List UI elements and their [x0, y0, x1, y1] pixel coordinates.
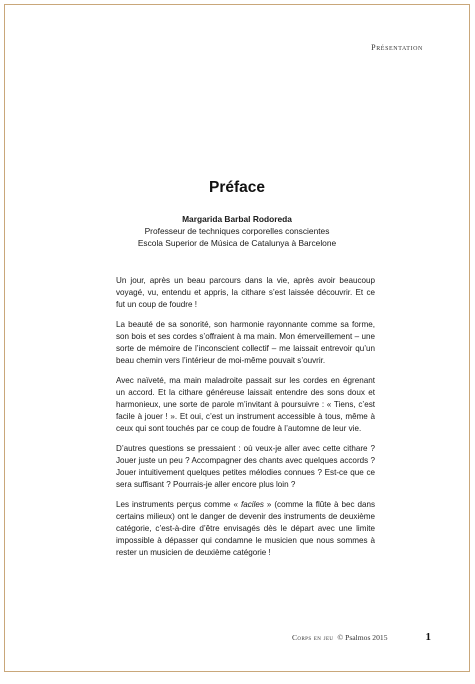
paragraph-text: » (comme la flûte à bec dans certains milieux) ont le danger de devenir des instruments de deuxième catégorie, c’est-à-dire d’être envisagés dès le départ avec une limite impossible à dépasser qui condamne le musicien que nous sommes à rester un musicien de deuxième catégorie !	[116, 500, 375, 557]
paragraph-text: Les instruments perçus comme «	[116, 500, 241, 509]
footer-copyright: © Psalmos 2015	[337, 633, 388, 642]
author-block	[5, 213, 469, 249]
paragraph: Avec naïveté, ma main maladroite passait sur les cordes en égrenant un accord. Et la cithare généreuse laissait entendre des sons doux et harmonieux, une sorte de parole m’invitant à poursuivre : « Tiens, c’est facile à jouer ! ». Et oui, c’est un instrument accessible à tous, même à ceux qui sont touchés par ce coup de foudre à l’automne de leur vie.	[116, 376, 375, 433]
footer-book-title: Corps en jeu	[291, 633, 334, 642]
body-text	[116, 275, 375, 567]
page-footer	[292, 631, 431, 643]
author-role: Professeur de techniques corporelles conscientes	[144, 226, 330, 236]
page-number: 1	[425, 631, 431, 643]
paragraph	[116, 499, 375, 559]
paragraph: D’autres questions se pressaient : où veux-je aller avec cette cithare ? Jouer juste un peu ? Accompagner des chants avec quelques accords ? Jouer intuitivement quelques petites mélodies connues ? Est-ce que ce sera suffisant ? Pourrais-je aller encore plus loin ?	[116, 444, 375, 489]
author-affiliation: Escola Superior de Música de Catalunya à Barcelone	[137, 238, 337, 248]
author-name: Margarida Barbal Rodoreda	[182, 214, 292, 224]
document-page	[4, 4, 470, 672]
paragraph: La beauté de sa sonorité, son harmonie rayonnante comme sa forme, son bois et ses cordes s’offraient à ma main. Mon émerveillement – une sorte de mémoire de l’inconscient collectif – me laissait entrevoir qu’un beau chemin vers l’intérieur de moi-même pouvait s’ouvrir.	[116, 320, 375, 365]
paragraph: Un jour, après un beau parcours dans la vie, après avoir beaucoup voyagé, vu, entendu et appris, la cithare s’est laissée découvrir. Et ce fut un coup de foudre !	[116, 276, 375, 309]
emphasis-text: faciles	[240, 500, 264, 509]
page-title: Préface	[208, 179, 265, 196]
section-header: Présentation	[371, 43, 423, 52]
